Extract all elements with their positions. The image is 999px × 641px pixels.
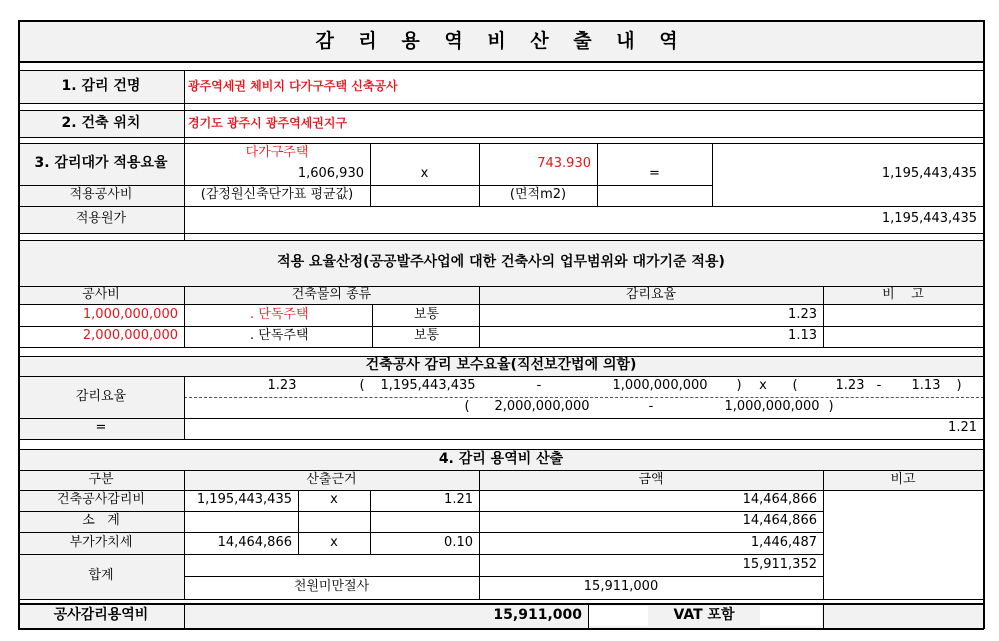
- fee-rounding-label: 천원미만절사: [293, 579, 370, 595]
- fee-total-amount: 15,911,352: [742, 556, 817, 572]
- fee-header-category: 구분: [88, 471, 114, 487]
- fee-section-title: 4. 감리 용역비 산출: [438, 450, 564, 467]
- rate-header-cost: 공사비: [82, 286, 120, 302]
- rate-header-rate: 감리요율: [625, 286, 677, 302]
- interp-label: 감리요율: [75, 388, 127, 404]
- rate-header-type: 건축물의 종류: [291, 286, 372, 302]
- fee-row-op: x: [330, 534, 338, 550]
- interp-cost-high: 2,000,000,000: [494, 399, 590, 415]
- interp-minus: -: [648, 399, 654, 415]
- interp-paren: (: [464, 399, 470, 415]
- document-title: 감 리 용 역 비 산 출 내 역: [315, 29, 687, 52]
- equals-sign: =: [649, 166, 660, 182]
- interp-paren: ): [956, 378, 962, 394]
- interp-cost-low: 1,000,000,000: [612, 378, 708, 394]
- fee-row-factor: 1.21: [444, 492, 473, 508]
- rate-row-type: . 단독주택: [250, 328, 309, 344]
- rate-row-cost: 1,000,000,000: [82, 306, 178, 322]
- interp-section-title: 건축공사 감리 보수요율(직선보간법에 의함): [365, 357, 637, 374]
- interp-rate-b: 1.13: [911, 378, 941, 394]
- fee-row-name: 소 계: [82, 513, 120, 529]
- fee-row-op: x: [330, 492, 338, 508]
- footer-amount: 15,911,000: [493, 607, 582, 624]
- interp-rate-low: 1.23: [267, 378, 297, 394]
- interp-multiply: x: [759, 378, 767, 394]
- fee-row-amount: 1,446,487: [750, 534, 817, 550]
- footer-label: 공사감리용역비: [53, 607, 149, 624]
- applied-base-label: 적용원가: [75, 211, 127, 227]
- applied-cost-label: 적용공사비: [69, 187, 133, 203]
- applied-base-value: 1,195,443,435: [881, 211, 977, 227]
- location-label: 2. 건축 위치: [61, 114, 141, 131]
- fee-row-name: 건축공사감리비: [57, 492, 145, 508]
- area-value: 743.930: [537, 155, 591, 171]
- fee-row-base: 1,195,443,435: [196, 492, 292, 508]
- rate-row-rate: 1.13: [788, 328, 817, 344]
- applied-rate-label: 3. 감리대가 적용요율: [34, 155, 168, 172]
- project-name-value: 광주역세권 체비지 다가구주택 신축공사: [188, 78, 398, 93]
- fee-header-note: 비고: [890, 471, 916, 487]
- interp-rate-a: 1.23: [835, 378, 865, 394]
- rate-row-rate: 1.23: [788, 306, 817, 322]
- rate-row-cost: 2,000,000,000: [82, 328, 178, 344]
- building-type-value: 다가구주택: [245, 144, 309, 160]
- interp-paren: (: [792, 378, 798, 394]
- rate-row-grade: 보통: [414, 328, 440, 344]
- rate-header-note: 비 고: [882, 286, 924, 302]
- fee-row-base: 14,464,866: [217, 534, 292, 550]
- fee-row-amount: 14,464,866: [742, 492, 817, 508]
- rate-row-type: . 단독주택: [250, 306, 309, 322]
- rate-result-value: 1,195,443,435: [881, 166, 977, 182]
- cost-basis-note: (감정원신축단가표 평균값): [200, 187, 354, 203]
- interp-cost-low: 1,000,000,000: [724, 399, 820, 415]
- fee-row-factor: 0.10: [444, 534, 473, 550]
- area-unit-note: (면적m2): [509, 187, 567, 203]
- fee-header-basis: 산출근거: [306, 471, 357, 487]
- location-value: 경기도 광주시 광주역세권지구: [188, 115, 348, 130]
- rate-row-grade: 보통: [414, 306, 440, 322]
- interp-minus: -: [536, 378, 542, 394]
- interp-paren: ): [736, 378, 742, 394]
- fee-row-amount: 14,464,866: [742, 513, 817, 529]
- interp-result: 1.21: [948, 420, 977, 436]
- interp-paren: (: [359, 378, 365, 394]
- multiply-sign: x: [420, 166, 429, 182]
- fee-header-amount: 금액: [638, 471, 664, 487]
- fee-row-name: 부가가치세: [69, 534, 133, 550]
- footer-vat: VAT 포함: [673, 607, 735, 624]
- interp-cost-actual: 1,195,443,435: [380, 378, 476, 394]
- interp-paren: ): [828, 399, 834, 415]
- interp-minus: -: [876, 378, 882, 394]
- unit-cost-value: 1,606,930: [297, 166, 364, 182]
- fee-rounded-amount: 15,911,000: [583, 579, 659, 595]
- project-name-label: 1. 감리 건명: [61, 77, 141, 94]
- interp-equals: =: [95, 420, 107, 436]
- fee-total-label: 합계: [88, 568, 114, 584]
- rate-section-title: 적용 요율산정(공공발주사업에 대한 건축사의 업무범위와 대가기준 적용): [277, 254, 725, 271]
